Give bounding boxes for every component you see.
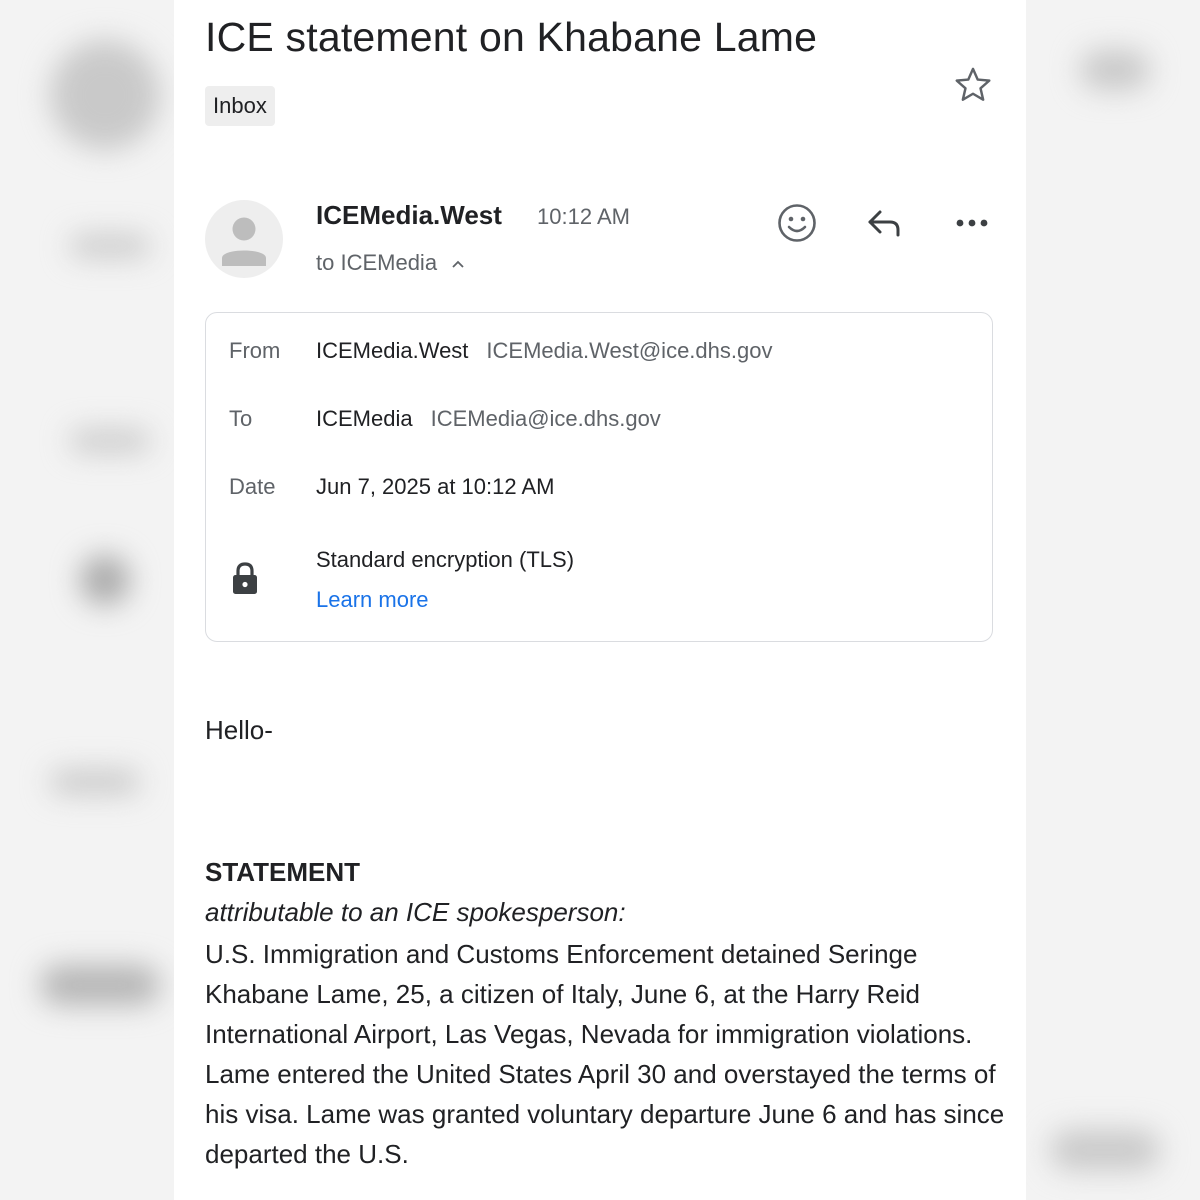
date-label: Date xyxy=(229,474,276,499)
recipient-summary: to ICEMedia xyxy=(316,250,438,275)
chevron-up-icon xyxy=(451,259,465,269)
background-blur xyxy=(40,965,160,1005)
email-view xyxy=(174,0,1026,1200)
from-address[interactable]: ICEMedia.West@ice.dhs.gov xyxy=(486,338,773,363)
background-blur xyxy=(70,235,150,257)
sent-time: 10:12 AM xyxy=(537,204,630,229)
date-value: Jun 7, 2025 at 10:12 AM xyxy=(316,474,555,499)
background-blur xyxy=(70,430,150,452)
to-label: To xyxy=(229,406,253,431)
background-blur xyxy=(80,555,130,605)
message-details-panel xyxy=(205,312,993,642)
default-avatar-icon xyxy=(205,200,283,278)
statement-paragraph: U.S. Immigration and Customs Enforcement detained Seringe Khabane Lame, 25, a citizen of Italy, June 6, at the Harry Reid International Airport, Las Vegas, Nevada for immigration violations. Lame entered the United States April 30 and overstayed the terms of his visa. Lame was granted voluntary departure June 6 and has since departed the U.S. xyxy=(205,939,1005,1169)
from-name: ICEMedia.West xyxy=(316,338,469,363)
sender-name: ICEMedia.West xyxy=(316,200,502,230)
star-outline-icon[interactable] xyxy=(952,64,994,106)
from-label: From xyxy=(229,338,281,363)
emoji-reaction-icon[interactable] xyxy=(773,199,821,247)
sender-avatar xyxy=(205,200,283,278)
background-blur xyxy=(50,770,140,794)
background-blur xyxy=(50,40,160,150)
background-blur xyxy=(1050,1130,1160,1170)
to-name: ICEMedia xyxy=(316,406,413,431)
inbox-label-chip[interactable]: Inbox xyxy=(205,86,275,126)
more-options-icon[interactable] xyxy=(948,199,996,247)
statement-attribution: attributable to an ICE spokesperson: xyxy=(205,897,626,927)
email-subject: ICE statement on Khabane Lame xyxy=(205,14,818,60)
encryption-status: Standard encryption (TLS) xyxy=(316,547,575,572)
from-value xyxy=(316,338,772,364)
recipient-toggle[interactable] xyxy=(316,250,465,276)
learn-more-link[interactable]: Learn more xyxy=(316,587,429,612)
lock-icon xyxy=(230,561,260,597)
email-greeting: Hello- xyxy=(205,715,273,745)
reply-icon[interactable] xyxy=(860,199,908,247)
to-value xyxy=(316,406,661,432)
statement-heading: STATEMENT xyxy=(205,857,361,887)
background-blur xyxy=(1080,50,1150,90)
to-address[interactable]: ICEMedia@ice.dhs.gov xyxy=(430,406,661,431)
